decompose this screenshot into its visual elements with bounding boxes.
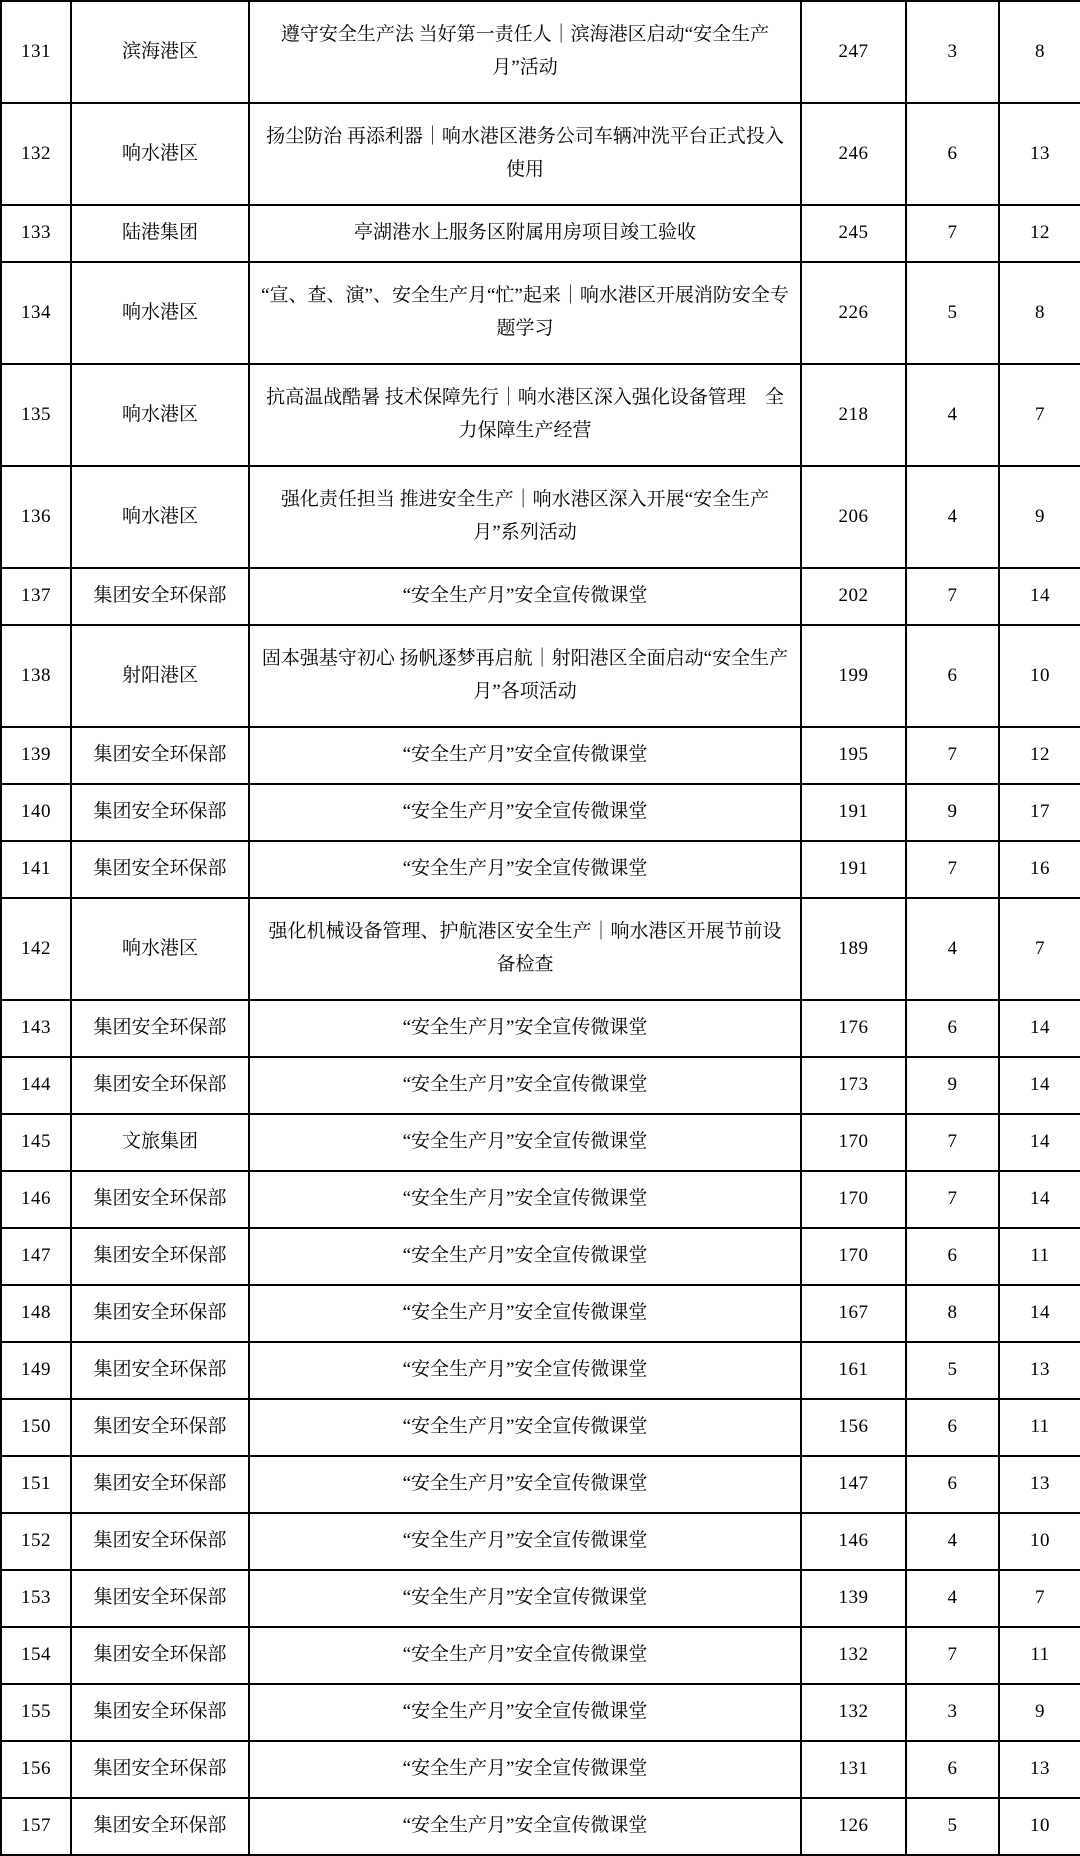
- table-row: [1, 1741, 1080, 1798]
- metric2-cell: 7: [906, 841, 999, 898]
- metric2-cell: 8: [906, 1285, 999, 1342]
- metric3-cell: 16: [999, 841, 1080, 898]
- metric2-cell: 6: [906, 103, 999, 205]
- metric3-cell: 14: [999, 1285, 1080, 1342]
- metric3-cell: 8: [999, 1, 1080, 103]
- metric2-cell: 5: [906, 1342, 999, 1399]
- metric2-cell: 6: [906, 1000, 999, 1057]
- table-row: [1, 1114, 1080, 1171]
- metric1-cell: 206: [801, 466, 906, 568]
- table-row: [1, 262, 1080, 364]
- metric3-cell: 9: [999, 1684, 1080, 1741]
- table-row: [1, 466, 1080, 568]
- department-cell: 集团安全环保部: [71, 784, 249, 841]
- table-row: [1, 364, 1080, 466]
- department-cell: 响水港区: [71, 103, 249, 205]
- metric3-cell: 14: [999, 1171, 1080, 1228]
- table-row: [1, 568, 1080, 625]
- table-row: [1, 1057, 1080, 1114]
- metric2-cell: 7: [906, 727, 999, 784]
- metric3-cell: 13: [999, 1456, 1080, 1513]
- table-row: [1, 1, 1080, 103]
- metric2-cell: 4: [906, 898, 999, 1000]
- table-row: [1, 784, 1080, 841]
- department-cell: 集团安全环保部: [71, 1456, 249, 1513]
- index-cell: 137: [1, 568, 71, 625]
- table-row: [1, 1228, 1080, 1285]
- metric2-cell: 7: [906, 568, 999, 625]
- title-cell: 强化责任担当 推进安全生产｜响水港区深入开展“安全生产月”系列活动: [249, 466, 801, 568]
- department-cell: 集团安全环保部: [71, 1171, 249, 1228]
- index-cell: 136: [1, 466, 71, 568]
- metric1-cell: 170: [801, 1171, 906, 1228]
- title-cell: 遵守安全生产法 当好第一责任人｜滨海港区启动“安全生产月”活动: [249, 1, 801, 103]
- table-row: [1, 625, 1080, 727]
- metric3-cell: 10: [999, 1513, 1080, 1570]
- table-row: [1, 1798, 1080, 1855]
- index-cell: 135: [1, 364, 71, 466]
- department-cell: 集团安全环保部: [71, 1570, 249, 1627]
- metric3-cell: 14: [999, 1000, 1080, 1057]
- metric1-cell: 191: [801, 784, 906, 841]
- department-cell: 集团安全环保部: [71, 1000, 249, 1057]
- metric1-cell: 161: [801, 1342, 906, 1399]
- title-cell: “安全生产月”安全宣传微课堂: [249, 1456, 801, 1513]
- metric2-cell: 4: [906, 1513, 999, 1570]
- department-cell: 集团安全环保部: [71, 1228, 249, 1285]
- index-cell: 133: [1, 205, 71, 262]
- index-cell: 132: [1, 103, 71, 205]
- index-cell: 142: [1, 898, 71, 1000]
- title-cell: “安全生产月”安全宣传微课堂: [249, 1057, 801, 1114]
- metric2-cell: 4: [906, 466, 999, 568]
- index-cell: 146: [1, 1171, 71, 1228]
- metric3-cell: 14: [999, 1114, 1080, 1171]
- metric3-cell: 12: [999, 205, 1080, 262]
- index-cell: 154: [1, 1627, 71, 1684]
- metric1-cell: 156: [801, 1399, 906, 1456]
- metric1-cell: 132: [801, 1684, 906, 1741]
- index-cell: 145: [1, 1114, 71, 1171]
- table-row: [1, 727, 1080, 784]
- table-row: [1, 1456, 1080, 1513]
- metric3-cell: 13: [999, 103, 1080, 205]
- metric3-cell: 7: [999, 898, 1080, 1000]
- metric2-cell: 4: [906, 1570, 999, 1627]
- metric1-cell: 173: [801, 1057, 906, 1114]
- metric3-cell: 14: [999, 568, 1080, 625]
- table-row: [1, 1399, 1080, 1456]
- metric2-cell: 9: [906, 784, 999, 841]
- department-cell: 陆港集团: [71, 205, 249, 262]
- department-cell: 集团安全环保部: [71, 1741, 249, 1798]
- metric2-cell: 3: [906, 1, 999, 103]
- metric1-cell: 247: [801, 1, 906, 103]
- department-cell: 集团安全环保部: [71, 1627, 249, 1684]
- title-cell: 固本强基守初心 扬帆逐梦再启航｜射阳港区全面启动“安全生产月”各项活动: [249, 625, 801, 727]
- table-row: [1, 1000, 1080, 1057]
- metric2-cell: 7: [906, 1171, 999, 1228]
- metric1-cell: 245: [801, 205, 906, 262]
- metric1-cell: 167: [801, 1285, 906, 1342]
- table-row: [1, 103, 1080, 205]
- index-cell: 138: [1, 625, 71, 727]
- title-cell: 强化机械设备管理、护航港区安全生产｜响水港区开展节前设备检查: [249, 898, 801, 1000]
- title-cell: “安全生产月”安全宣传微课堂: [249, 1627, 801, 1684]
- table-row: [1, 1684, 1080, 1741]
- title-cell: “安全生产月”安全宣传微课堂: [249, 1228, 801, 1285]
- department-cell: 集团安全环保部: [71, 841, 249, 898]
- department-cell: 集团安全环保部: [71, 1513, 249, 1570]
- metric1-cell: 139: [801, 1570, 906, 1627]
- department-cell: 集团安全环保部: [71, 727, 249, 784]
- department-cell: 响水港区: [71, 364, 249, 466]
- department-cell: 集团安全环保部: [71, 1399, 249, 1456]
- department-cell: 集团安全环保部: [71, 1798, 249, 1855]
- metric1-cell: 126: [801, 1798, 906, 1855]
- metric1-cell: 146: [801, 1513, 906, 1570]
- title-cell: “安全生产月”安全宣传微课堂: [249, 1741, 801, 1798]
- title-cell: “安全生产月”安全宣传微课堂: [249, 568, 801, 625]
- metric2-cell: 6: [906, 1741, 999, 1798]
- index-cell: 155: [1, 1684, 71, 1741]
- title-cell: “宣、查、演”、安全生产月“忙”起来｜响水港区开展消防安全专题学习: [249, 262, 801, 364]
- metric2-cell: 7: [906, 1114, 999, 1171]
- title-cell: 抗高温战酷暑 技术保障先行｜响水港区深入强化设备管理 全力保障生产经营: [249, 364, 801, 466]
- metric1-cell: 170: [801, 1228, 906, 1285]
- index-cell: 157: [1, 1798, 71, 1855]
- index-cell: 141: [1, 841, 71, 898]
- table-row: [1, 1627, 1080, 1684]
- metric3-cell: 11: [999, 1627, 1080, 1684]
- index-cell: 148: [1, 1285, 71, 1342]
- metric2-cell: 6: [906, 1456, 999, 1513]
- department-cell: 集团安全环保部: [71, 568, 249, 625]
- metric2-cell: 7: [906, 1627, 999, 1684]
- index-cell: 149: [1, 1342, 71, 1399]
- table-body: [1, 1, 1080, 1855]
- table-row: [1, 841, 1080, 898]
- metric1-cell: 132: [801, 1627, 906, 1684]
- title-cell: “安全生产月”安全宣传微课堂: [249, 1513, 801, 1570]
- table-row: [1, 1342, 1080, 1399]
- title-cell: “安全生产月”安全宣传微课堂: [249, 1684, 801, 1741]
- metric1-cell: 189: [801, 898, 906, 1000]
- metric3-cell: 10: [999, 625, 1080, 727]
- metric2-cell: 6: [906, 625, 999, 727]
- metric3-cell: 17: [999, 784, 1080, 841]
- table-row: [1, 1570, 1080, 1627]
- metric1-cell: 170: [801, 1114, 906, 1171]
- metric1-cell: 199: [801, 625, 906, 727]
- title-cell: 亭湖港水上服务区附属用房项目竣工验收: [249, 205, 801, 262]
- department-cell: 响水港区: [71, 898, 249, 1000]
- metric3-cell: 7: [999, 364, 1080, 466]
- metric1-cell: 202: [801, 568, 906, 625]
- department-cell: 文旅集团: [71, 1114, 249, 1171]
- metric2-cell: 9: [906, 1057, 999, 1114]
- metric1-cell: 191: [801, 841, 906, 898]
- metric3-cell: 12: [999, 727, 1080, 784]
- department-cell: 响水港区: [71, 262, 249, 364]
- index-cell: 153: [1, 1570, 71, 1627]
- metric3-cell: 7: [999, 1570, 1080, 1627]
- metric1-cell: 226: [801, 262, 906, 364]
- title-cell: “安全生产月”安全宣传微课堂: [249, 1570, 801, 1627]
- department-cell: 射阳港区: [71, 625, 249, 727]
- index-cell: 139: [1, 727, 71, 784]
- metric1-cell: 176: [801, 1000, 906, 1057]
- metric2-cell: 3: [906, 1684, 999, 1741]
- metric2-cell: 5: [906, 1798, 999, 1855]
- table-row: [1, 1513, 1080, 1570]
- metric3-cell: 14: [999, 1057, 1080, 1114]
- department-cell: 集团安全环保部: [71, 1684, 249, 1741]
- title-cell: “安全生产月”安全宣传微课堂: [249, 727, 801, 784]
- index-cell: 152: [1, 1513, 71, 1570]
- metric1-cell: 147: [801, 1456, 906, 1513]
- title-cell: “安全生产月”安全宣传微课堂: [249, 1171, 801, 1228]
- metric1-cell: 218: [801, 364, 906, 466]
- metric3-cell: 11: [999, 1228, 1080, 1285]
- department-cell: 集团安全环保部: [71, 1057, 249, 1114]
- department-cell: 集团安全环保部: [71, 1285, 249, 1342]
- index-cell: 140: [1, 784, 71, 841]
- index-cell: 151: [1, 1456, 71, 1513]
- metric2-cell: 7: [906, 205, 999, 262]
- table-row: [1, 898, 1080, 1000]
- department-cell: 响水港区: [71, 466, 249, 568]
- title-cell: “安全生产月”安全宣传微课堂: [249, 1399, 801, 1456]
- index-cell: 144: [1, 1057, 71, 1114]
- table-row: [1, 1285, 1080, 1342]
- title-cell: “安全生产月”安全宣传微课堂: [249, 841, 801, 898]
- metric2-cell: 6: [906, 1399, 999, 1456]
- table-row: [1, 205, 1080, 262]
- metric3-cell: 9: [999, 466, 1080, 568]
- metric2-cell: 6: [906, 1228, 999, 1285]
- index-cell: 147: [1, 1228, 71, 1285]
- table-row: [1, 1171, 1080, 1228]
- metric1-cell: 195: [801, 727, 906, 784]
- department-cell: 集团安全环保部: [71, 1342, 249, 1399]
- title-cell: 扬尘防治 再添利器｜响水港区港务公司车辆冲洗平台正式投入使用: [249, 103, 801, 205]
- index-cell: 131: [1, 1, 71, 103]
- department-cell: 滨海港区: [71, 1, 249, 103]
- metric2-cell: 4: [906, 364, 999, 466]
- title-cell: “安全生产月”安全宣传微课堂: [249, 1342, 801, 1399]
- metric1-cell: 131: [801, 1741, 906, 1798]
- metric3-cell: 13: [999, 1342, 1080, 1399]
- metric3-cell: 10: [999, 1798, 1080, 1855]
- index-cell: 134: [1, 262, 71, 364]
- metric3-cell: 8: [999, 262, 1080, 364]
- metric1-cell: 246: [801, 103, 906, 205]
- title-cell: “安全生产月”安全宣传微课堂: [249, 1114, 801, 1171]
- metric3-cell: 11: [999, 1399, 1080, 1456]
- title-cell: “安全生产月”安全宣传微课堂: [249, 1000, 801, 1057]
- title-cell: “安全生产月”安全宣传微课堂: [249, 1285, 801, 1342]
- title-cell: “安全生产月”安全宣传微课堂: [249, 1798, 801, 1855]
- metric2-cell: 5: [906, 262, 999, 364]
- metric3-cell: 13: [999, 1741, 1080, 1798]
- index-cell: 150: [1, 1399, 71, 1456]
- index-cell: 143: [1, 1000, 71, 1057]
- title-cell: “安全生产月”安全宣传微课堂: [249, 784, 801, 841]
- index-cell: 156: [1, 1741, 71, 1798]
